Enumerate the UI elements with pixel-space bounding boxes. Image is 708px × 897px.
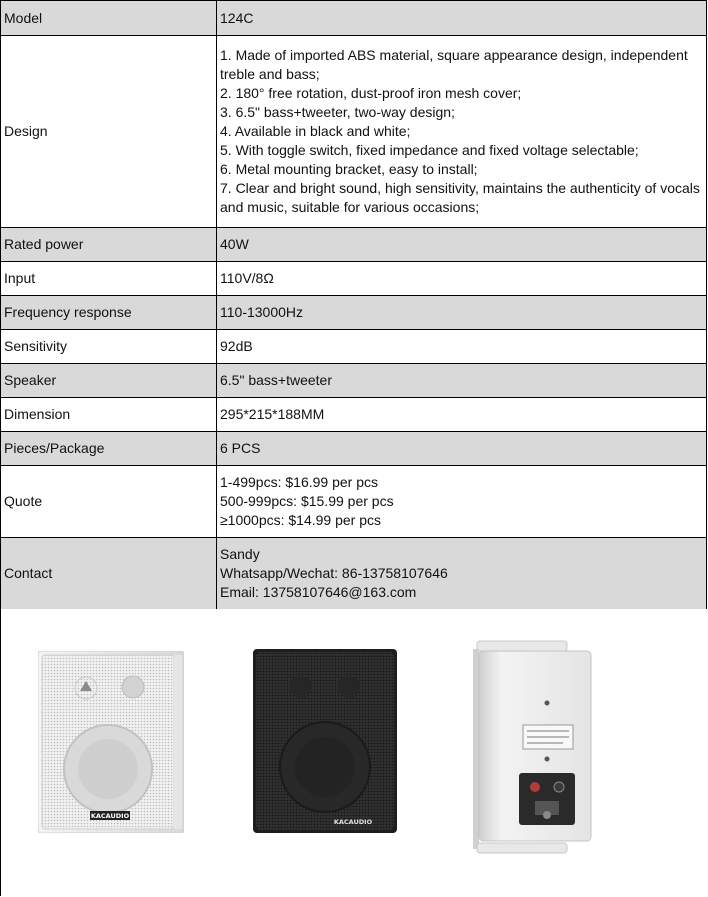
label-input: Input	[1, 262, 217, 296]
design-line-5: 5. With toggle switch, fixed impedance and fixed voltage selectable;	[220, 142, 639, 158]
row-rated-power	[1, 228, 707, 262]
value-input: 110V/8Ω	[217, 262, 707, 296]
row-dimension	[1, 398, 707, 432]
row-design	[1, 36, 707, 228]
value-contact	[217, 538, 707, 610]
label-pieces-package: Pieces/Package	[1, 432, 217, 466]
value-frequency-response: 110-13000Hz	[217, 296, 707, 330]
value-model: 124C	[217, 1, 707, 36]
value-speaker: 6.5" bass+tweeter	[217, 364, 707, 398]
design-line-6: 6. Metal mounting bracket, easy to install;	[220, 161, 478, 177]
label-rated-power: Rated power	[1, 228, 217, 262]
brand-logo-black: KACAUDIO	[333, 818, 373, 826]
design-line-3: 3. 6.5" bass+tweeter, two-way design;	[220, 104, 455, 120]
value-design	[217, 36, 707, 228]
label-quote: Quote	[1, 466, 217, 538]
value-sensitivity: 92dB	[217, 330, 707, 364]
contact-name: Sandy	[220, 546, 260, 562]
design-line-2: 2. 180° free rotation, dust-proof iron mesh cover;	[220, 85, 522, 101]
design-line-4: 4. Available in black and white;	[220, 123, 411, 139]
contact-email: Email: 13758107646@163.com	[220, 584, 417, 600]
label-contact: Contact	[1, 538, 217, 610]
quote-line-1: 1-499pcs: $16.99 per pcs	[220, 474, 378, 490]
brand-logo-white: KACAUDIO	[90, 812, 130, 820]
label-dimension: Dimension	[1, 398, 217, 432]
value-rated-power: 40W	[217, 228, 707, 262]
label-frequency-response: Frequency response	[1, 296, 217, 330]
label-sensitivity: Sensitivity	[1, 330, 217, 364]
black-speaker-front-image	[253, 649, 397, 833]
row-frequency-response	[1, 296, 707, 330]
value-quote	[217, 466, 707, 538]
product-photos	[1, 609, 707, 896]
design-line-7: 7. Clear and bright sound, high sensitivity, maintains the authenticity of vocals and music, suitable for various occasions;	[220, 180, 700, 215]
row-input	[1, 262, 707, 296]
quote-line-2: 500-999pcs: $15.99 per pcs	[220, 493, 394, 509]
row-sensitivity	[1, 330, 707, 364]
value-dimension: 295*215*188MM	[217, 398, 707, 432]
label-design: Design	[1, 36, 217, 228]
row-model	[1, 1, 707, 36]
row-speaker	[1, 364, 707, 398]
white-speaker-front-image	[38, 651, 184, 833]
value-pieces-package: 6 PCS	[217, 432, 707, 466]
row-contact	[1, 538, 707, 610]
label-model: Model	[1, 1, 217, 36]
row-pieces-package	[1, 432, 707, 466]
contact-whatsapp: Whatsapp/Wechat: 86-13758107646	[220, 565, 448, 581]
white-speaker-back-image	[467, 637, 597, 861]
quote-line-3: ≥1000pcs: $14.99 per pcs	[220, 512, 382, 528]
label-speaker: Speaker	[1, 364, 217, 398]
design-line-1: 1. Made of imported ABS material, square appearance design, independent treble and bass;	[220, 47, 688, 82]
row-quote	[1, 466, 707, 538]
